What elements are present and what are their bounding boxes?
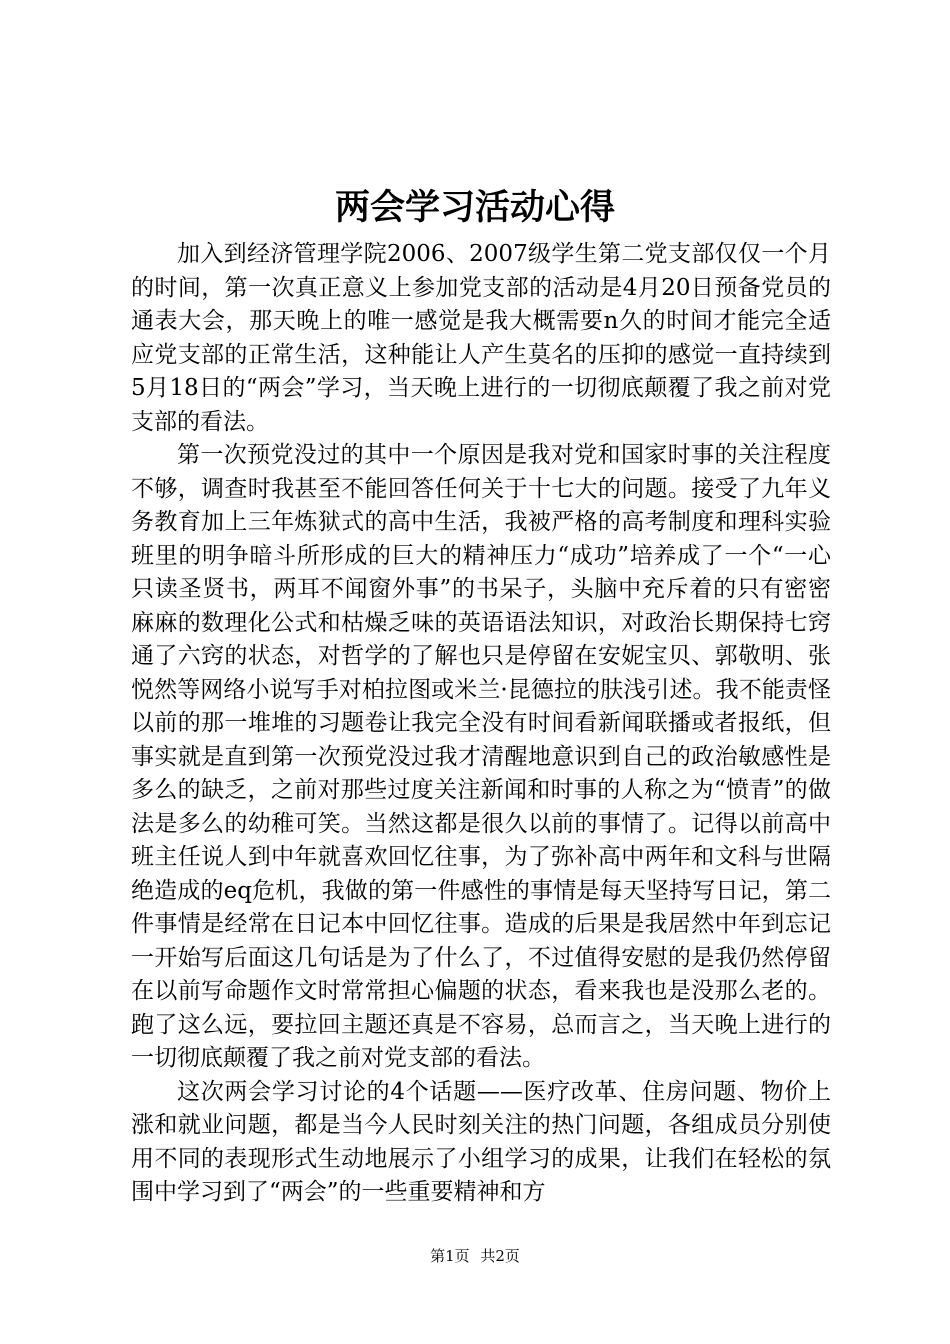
page-total: 共2页 [480,1247,520,1265]
page-number: 第1页 [430,1247,470,1265]
paragraph-3: 这次两会学习讨论的4个话题——医疗改革、住房问题、物价上涨和就业问题，都是当今人民时刻关注的热门问题，各组成员分别使用不同的表现形式生动地展示了小组学习的成果，让我们在轻松的氛围中学习到了“两会”的一些重要精神和方 [131,1078,831,1205]
page-footer [0,1246,950,1266]
document-title: 两会学习活动心得 [334,187,615,228]
document-body [131,238,831,1210]
paragraph-2: 第一次预党没过的其中一个原因是我对党和国家时事的关注程度不够，调查时我甚至不能回答任何关于十七大的问题。接受了九年义务教育加上三年炼狱式的高中生活，我被严格的高考制度和理科实验班里的明争暗斗所形成的巨大的精神压力“成功”培养成了一个“一心只读圣贤书，两耳不闻窗外事”的书呆子，头脑中充斥着的只有密密麻麻的数理化公式和枯燥乏味的英语语法知识，对政治长期保持七窍通了六窍的状态，对哲学的了解也只是停留在安妮宝贝、郭敬明、张悦然等网络小说写手对柏拉图或米兰·昆德拉的肤浅引述。我不能责怪以前的那一堆堆的习题卷让我完全没有时间看新闻联播或者报纸，但事实就是直到第一次预党没过我才清醒地意识到自己的政治敏感性是多么的缺乏，之前对那些过度关注新闻和时事的人称之为“愤青”的做法是多么的幼稚可笑。当然这都是很久以前的事情了。记得以前高中班主任说人到中年就喜欢回忆往事，为了弥补高中两年和文科与世隔绝造成的eq危机，我做的第一件感性的事情是每天坚持写日记，第二件事情是经常在日记本中回忆往事。造成的后果是我居然中年到忘记一开始写后面这几句话是为了什么了，不过值得安慰的是我仍然停留在以前写命题作文时常常担心偏题的状态，看来我也是没那么老的。跑了这么远，要拉回主题还真是不容易，总而言之，当天晚上进行的一切彻底颠覆了我之前对党支部的看法。 [131,442,831,1071]
paragraph-1: 加入到经济管理学院2006、2007级学生第二党支部仅仅一个月的时间，第一次真正意义上参加党支部的活动是4月20日预备党员的通表大会，那天晚上的唯一感觉是我大概需要n久的时间才能完全适应党支部的正常生活，这种能让人产生莫名的压抑的感觉一直持续到5月18日的“两会”学习，当天晚上进行的一切彻底颠覆了我之前对党支部的看法。 [131,241,831,435]
